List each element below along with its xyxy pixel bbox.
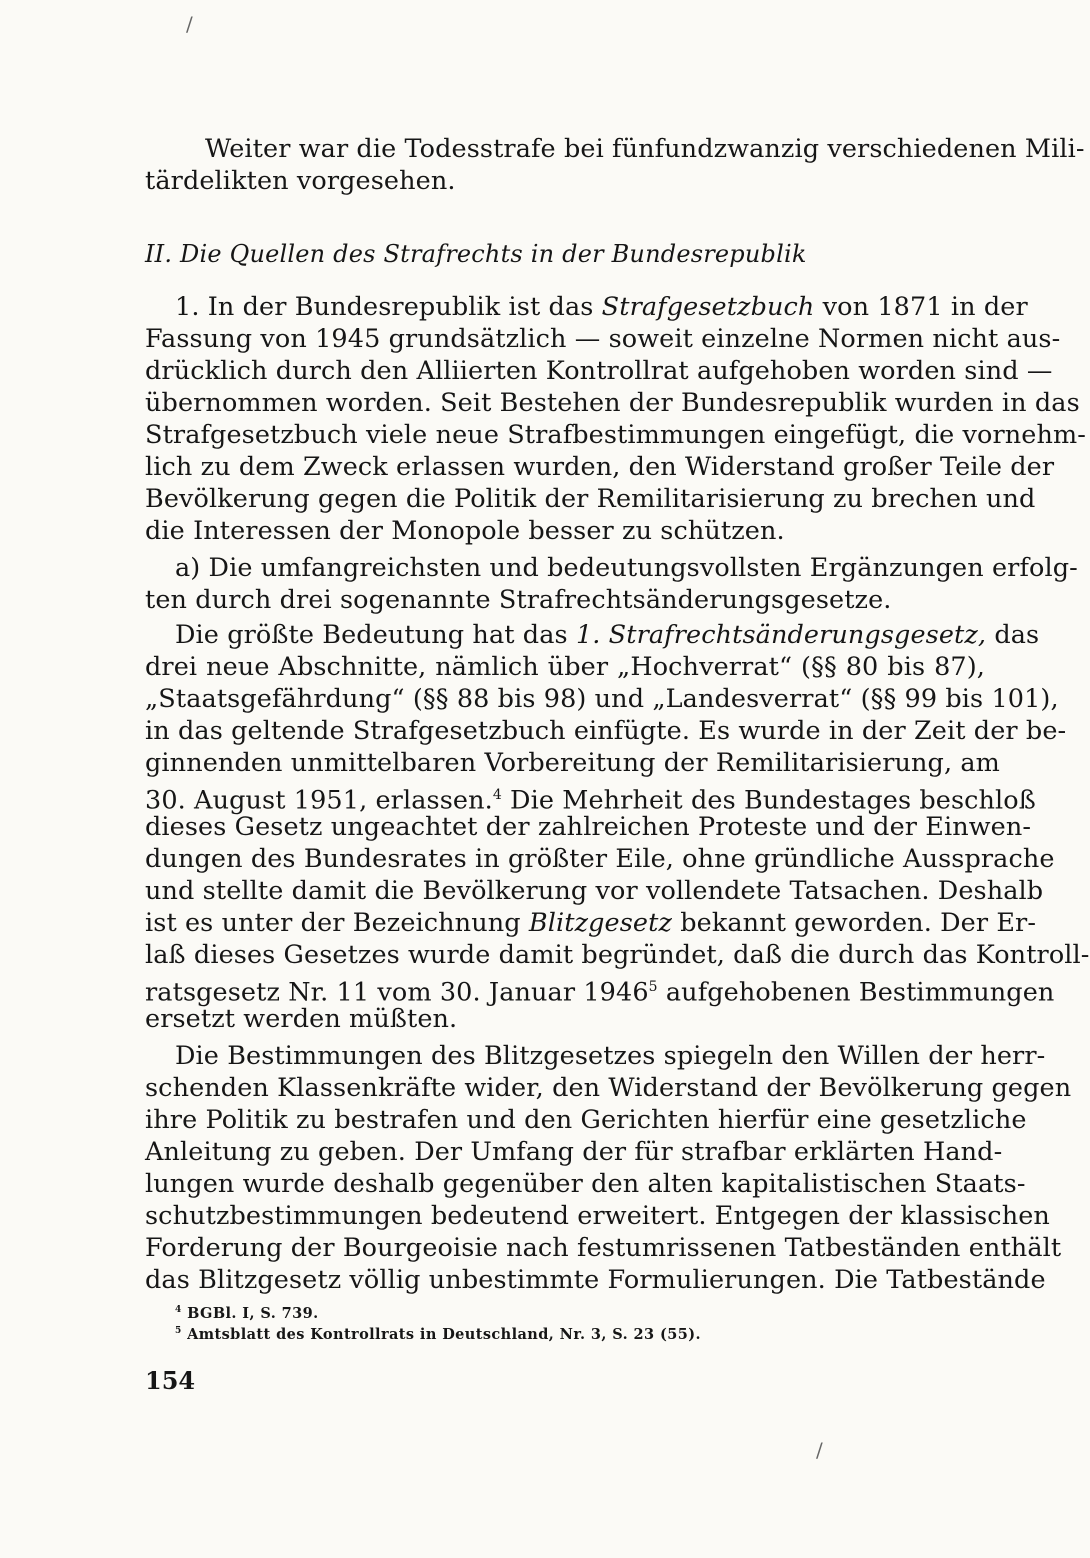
page-number: 154 (145, 1366, 196, 1395)
para1-line-4: übernommen worden. Seit Bestehen der Bundesrepublik wurden in das (145, 388, 1080, 418)
para1-line-1: 1. In der Bundesrepublik ist das Strafgesetzbuch von 1871 in der (175, 292, 1028, 322)
para3-line-9: und stellte damit die Bevölkerung vor vollendete Tatsachen. Deshalb (145, 876, 1044, 906)
footnote-4: $^4$ BGBl. I, S. 739. (175, 1305, 319, 1322)
scan-mark-top: / (186, 12, 193, 36)
footnote-ref-4: 4 (492, 787, 502, 803)
section-heading: II. Die Quellen des Strafrechts in der Bundesrepublik (145, 240, 807, 268)
para3-line-10: ist es unter der Bezeichnung Blitzgesetz bekannt geworden. Der Er- (145, 908, 1037, 938)
para4-line-4: Anleitung zu geben. Der Umfang der für strafbar erklärten Hand- (145, 1137, 1003, 1167)
para1-line-3: drücklich durch den Alliierten Kontrollrat aufgehoben worden sind — (145, 356, 1053, 386)
intro-line-1: Weiter war die Todesstrafe bei fünfundzwanzig verschiedenen Mili- (205, 134, 1085, 164)
para3-line-6: 30. August 1951, erlassen.$^4$ Die Mehrheit des Bundestages beschloß (145, 785, 1036, 816)
footnote-5: $^5$ Amtsblatt des Kontrollrats in Deutschland, Nr. 3, S. 23 (55). (175, 1326, 701, 1343)
para2-line-2: ten durch drei sogenannte Strafrechtsänderungsgesetze. (145, 585, 892, 615)
para4-line-3: ihre Politik zu bestrafen und den Gerichten hierfür eine gesetzliche (145, 1105, 1027, 1135)
para1-line-7: Bevölkerung gegen die Politik der Remilitarisierung zu brechen und (145, 484, 1036, 514)
para3-line-1: Die größte Bedeutung hat das 1. Strafrechtsänderungsgesetz, das (175, 620, 1040, 650)
para4-line-5: lungen wurde deshalb gegenüber den alten kapitalistischen Staats- (145, 1169, 1026, 1199)
para4-line-6: schutzbestimmungen bedeutend erweitert. Entgegen der klassischen (145, 1201, 1050, 1231)
footnote-ref-5: 5 (648, 979, 658, 995)
para4-line-7: Forderung der Bourgeoisie nach festumrissenen Tatbeständen enthält (145, 1233, 1062, 1263)
para3-line-13: ersetzt werden müßten. (145, 1004, 458, 1034)
para4-line-1: Die Bestimmungen des Blitzgesetzes spiegeln den Willen der herr- (175, 1041, 1046, 1071)
para1-line-5: Strafgesetzbuch viele neue Strafbestimmungen eingefügt, die vornehm- (145, 420, 1086, 450)
para4-line-8: das Blitzgesetz völlig unbestimmte Formulierungen. Die Tatbestände (145, 1265, 1046, 1295)
intro-line-2: tärdelikten vorgesehen. (145, 166, 456, 196)
scan-mark-bottom: / (816, 1438, 823, 1462)
para3-line-8: dungen des Bundesrates in größter Eile, ohne gründliche Aussprache (145, 844, 1055, 874)
para1-line-6: lich zu dem Zweck erlassen wurden, den Widerstand großer Teile der (145, 452, 1055, 482)
para3-line-3: „Staatsgefährdung“ (§§ 88 bis 98) und „Landesverrat“ (§§ 99 bis 101), (145, 684, 1059, 714)
para1-line-8: die Interessen der Monopole besser zu schützen. (145, 516, 785, 546)
para3-line-12: ratsgesetz Nr. 11 vom 30. Januar 1946$^5$ aufgehobenen Bestimmungen (145, 977, 1055, 1008)
para3-line-2: drei neue Abschnitte, nämlich über „Hochverrat“ (§§ 80 bis 87), (145, 652, 985, 682)
para3-line-7: dieses Gesetz ungeachtet der zahlreichen Proteste und der Einwen- (145, 812, 1032, 842)
para3-line-4: in das geltende Strafgesetzbuch einfügte. Es wurde in der Zeit der be- (145, 716, 1067, 746)
para3-line-5: ginnenden unmittelbaren Vorbereitung der Remilitarisierung, am (145, 748, 1000, 778)
para3-line-11: laß dieses Gesetzes wurde damit begründet, daß die durch das Kontroll- (145, 940, 1090, 970)
para4-line-2: schenden Klassenkräfte wider, den Widerstand der Bevölkerung gegen (145, 1073, 1072, 1103)
para2-line-1: a) Die umfangreichsten und bedeutungsvollsten Ergänzungen erfolg- (175, 553, 1078, 583)
para1-line-2: Fassung von 1945 grundsätzlich — soweit einzelne Normen nicht aus- (145, 324, 1061, 354)
